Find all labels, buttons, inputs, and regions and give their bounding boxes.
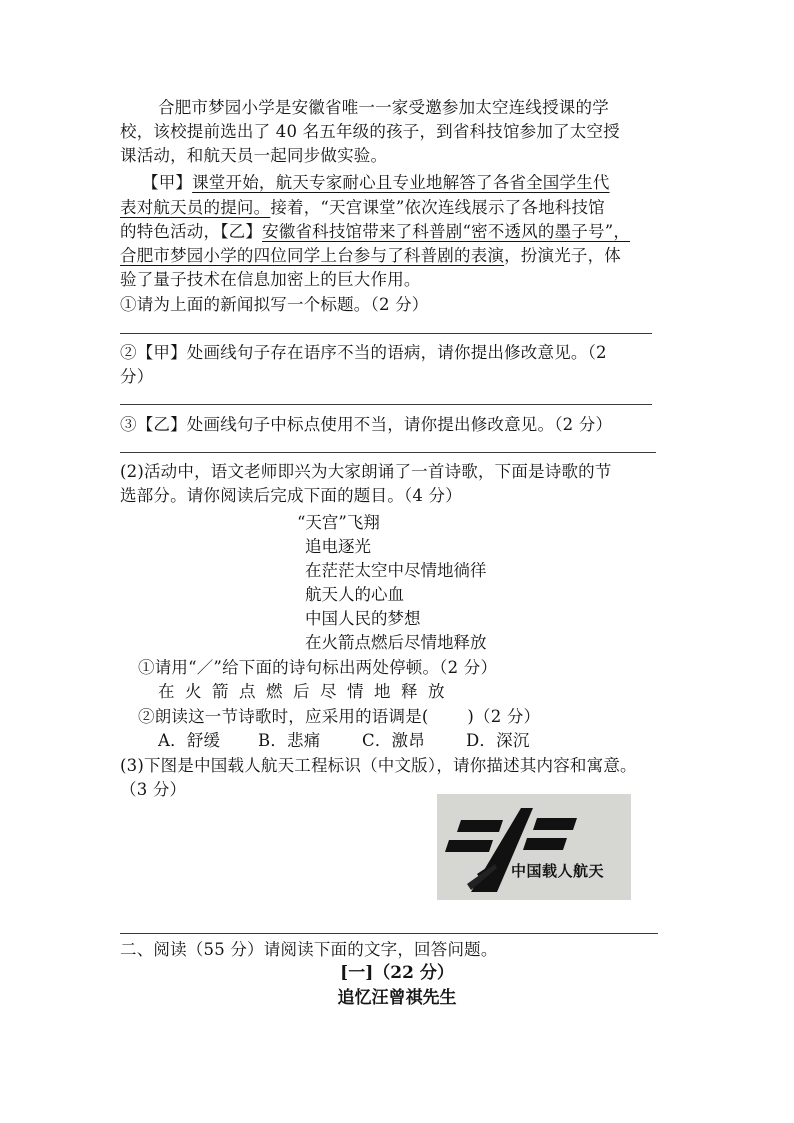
reading-section-heading: 二、阅读（55 分）请阅读下面的文字，回答问题。: [120, 940, 498, 959]
tag-jia: 【甲】: [142, 173, 193, 192]
option-d[interactable]: D．深沉: [466, 731, 530, 750]
option-a[interactable]: A．舒缓: [158, 731, 221, 750]
answer-line-3[interactable]: [120, 452, 656, 453]
section-3-line1: (3)下图是中国载人航天工程标识（中文版），请你描述其内容和寓意。: [120, 756, 637, 775]
question-2-line2: 分）: [120, 367, 154, 386]
tag-yi: 【乙】: [220, 222, 263, 241]
china-manned-space-logo: [437, 794, 631, 900]
poem-line-2: 追电逐光: [305, 537, 371, 556]
news-p2-line2-rest: 接着，“天宫课堂”依次连线展示了各地科技馆: [270, 198, 605, 217]
subquestion-a: ①请用“／”给下面的诗句标出两处停顿。（2 分）: [138, 658, 498, 677]
news-p2-line1: [142, 171, 610, 195]
poem-line-5: 中国人民的梦想: [305, 609, 421, 628]
poem-line-1: “天宫”飞翔: [297, 513, 380, 532]
logo-caption: 中国载人航天: [511, 862, 605, 880]
poem-line-6: 在火箭点燃后尽情地释放: [305, 633, 487, 652]
underlined-sentence-yi-end: 合肥市梦园小学的四位同学上台参与了科普剧的表演: [120, 246, 505, 265]
news-p1-line1: 合肥市梦园小学是安徽省唯一一家受邀参加太空连线授课的学: [158, 98, 609, 117]
news-p2-line2: [120, 196, 605, 220]
news-p2-line5: 验了量子技术在信息加密上的巨大作用。: [120, 270, 421, 289]
logo-emblem-icon: [437, 794, 631, 900]
subquestion-b: ②朗读这一节诗歌时，应采用的语调是( )（2 分）: [138, 707, 541, 726]
news-p2-line3: [120, 220, 630, 244]
underlined-sentence-jia: 课堂开始，航天专家耐心且专业地解答了各省全国学生代: [192, 173, 610, 192]
answer-line-1[interactable]: [120, 333, 652, 334]
news-p1-line3: 课活动，和航天员一起同步做实验。: [120, 146, 388, 165]
underlined-sentence-jia-end: 表对航天员的提问。: [120, 198, 271, 217]
question-1: ①请为上面的新闻拟写一个标题。（2 分）: [120, 295, 429, 314]
reading-subsection: [一]（22 分）: [340, 963, 454, 983]
option-c[interactable]: C．激昂: [362, 731, 425, 750]
news-p1-line2: 校，该校提前选出了 40 名五年级的孩子，到省科技馆参加了太空授: [120, 122, 620, 141]
section-2-line2: 选部分。请你阅读后完成下面的题目。（4 分）: [120, 486, 462, 505]
poem-line-4: 航天人的心血: [305, 585, 404, 604]
question-2-line1: ②【甲】处画线句子存在语序不当的语病，请你提出修改意见。（2: [120, 343, 607, 362]
section-2-line1: (2)活动中，语文老师即兴为大家朗诵了一首诗歌，下面是诗歌的节: [120, 462, 612, 481]
answer-line-2[interactable]: [120, 404, 652, 405]
question-3: ③【乙】处画线句子中标点使用不当，请你提出修改意见。（2 分）: [120, 415, 613, 434]
section-3-line2: （3 分）: [120, 780, 187, 799]
underlined-sentence-yi: 安徽省科技馆带来了科普剧“密不透风的墨子号”，: [262, 222, 631, 241]
news-p2-line4-rest: ，扮演光子，体: [504, 246, 622, 265]
news-p2-line3-pre: 的特色活动，: [120, 222, 221, 241]
poem-line-3: 在茫茫太空中尽情地徜徉: [305, 561, 487, 580]
pause-marking-line[interactable]: 在火箭点燃后尽情地释放: [158, 682, 455, 701]
option-b[interactable]: B．悲痛: [258, 731, 321, 750]
article-title: 追忆汪曾祺先生: [337, 988, 457, 1008]
news-p2-line4: [120, 244, 621, 268]
answer-line-4[interactable]: [120, 933, 658, 934]
